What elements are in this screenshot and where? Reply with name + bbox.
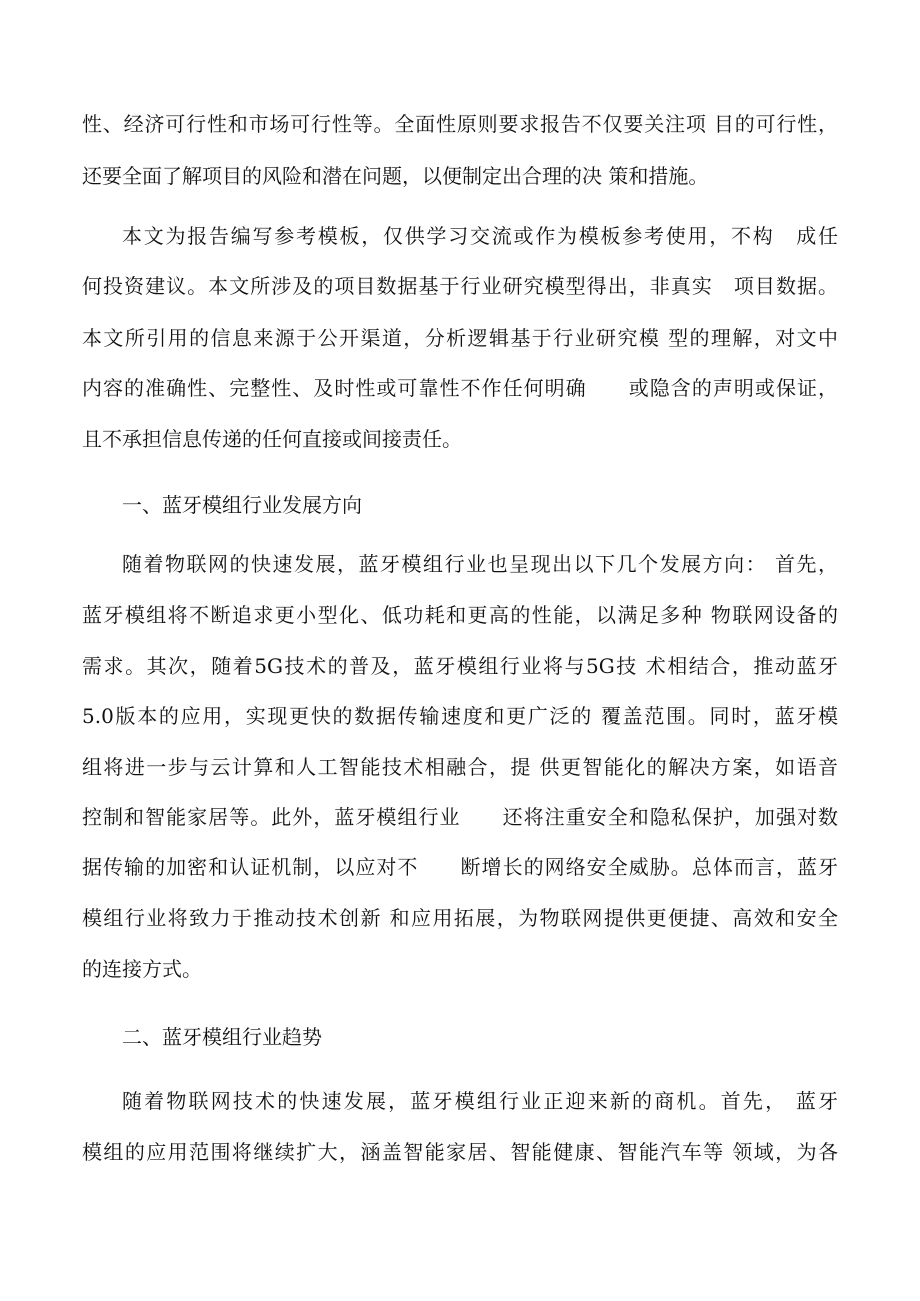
paragraph-line: 本文为报告编写参考模板，仅供学习交流或作为模板参考使用，不构 成任 — [122, 224, 838, 248]
paragraph-line: 模组的应用范围将继续扩大，涵盖智能家居、智能健康、智能汽车等 领域，为各 — [82, 1140, 838, 1164]
paragraph-line: 且不承担信息传递的任何直接或间接责任。 — [82, 427, 462, 451]
paragraph-line: 内容的准确性、完整性、及时性或可靠性不作任何明确 或隐含的声明或保证， — [82, 376, 838, 400]
paragraph-line: 本文所引用的信息来源于公开渠道，分析逻辑基于行业研究模 型的理解，对文中 — [82, 326, 838, 350]
paragraph-line: 蓝牙模组将不断追求更小型化、低功耗和更高的性能，以满足多种 物联网设备的 — [82, 603, 838, 627]
paragraph-line: 还要全面了解项目的风险和潜在问题，以便制定出合理的决 策和措施。 — [82, 164, 709, 188]
paragraph-line: 据传输的加密和认证机制，以应对不 断增长的网络安全威胁。总体而言，蓝牙 — [82, 855, 838, 879]
paragraph-line: 模组行业将致力于推动技术创新 和应用拓展，为物联网提供更便捷、高效和安全 — [82, 906, 838, 930]
paragraph-line: 性、经济可行性和市场可行性等。全面性原则要求报告不仅要关注项 目的可行性， — [82, 112, 838, 136]
paragraph-line: 何投资建议。本文所涉及的项目数据基于行业研究模型得出，非真实 项目数据。 — [82, 274, 838, 298]
section-heading: 一、蓝牙模组行业发展方向 — [122, 493, 362, 517]
paragraph-line: 组将进一步与云计算和人工智能技术相融合，提 供更智能化的解决方案，如语音 — [82, 755, 838, 779]
section-heading: 二、蓝牙模组行业趋势 — [122, 1025, 322, 1049]
paragraph-line: 控制和智能家居等。此外，蓝牙模组行业 还将注重安全和隐私保护，加强对数 — [82, 805, 838, 829]
paragraph-line: 需求。其次，随着5G技术的普及，蓝牙模组行业将与5G技 术相结合，推动蓝牙 — [82, 654, 838, 678]
paragraph-line: 5.0版本的应用，实现更快的数据传输速度和更广泛的 覆盖范围。同时，蓝牙模 — [82, 704, 838, 728]
paragraph-line: 的连接方式。 — [82, 957, 202, 981]
paragraph-line: 随着物联网技术的快速发展，蓝牙模组行业正迎来新的商机。首先， 蓝牙 — [122, 1089, 838, 1113]
paragraph-line: 随着物联网的快速发展，蓝牙模组行业也呈现出以下几个发展方向： 首先， — [122, 552, 838, 576]
